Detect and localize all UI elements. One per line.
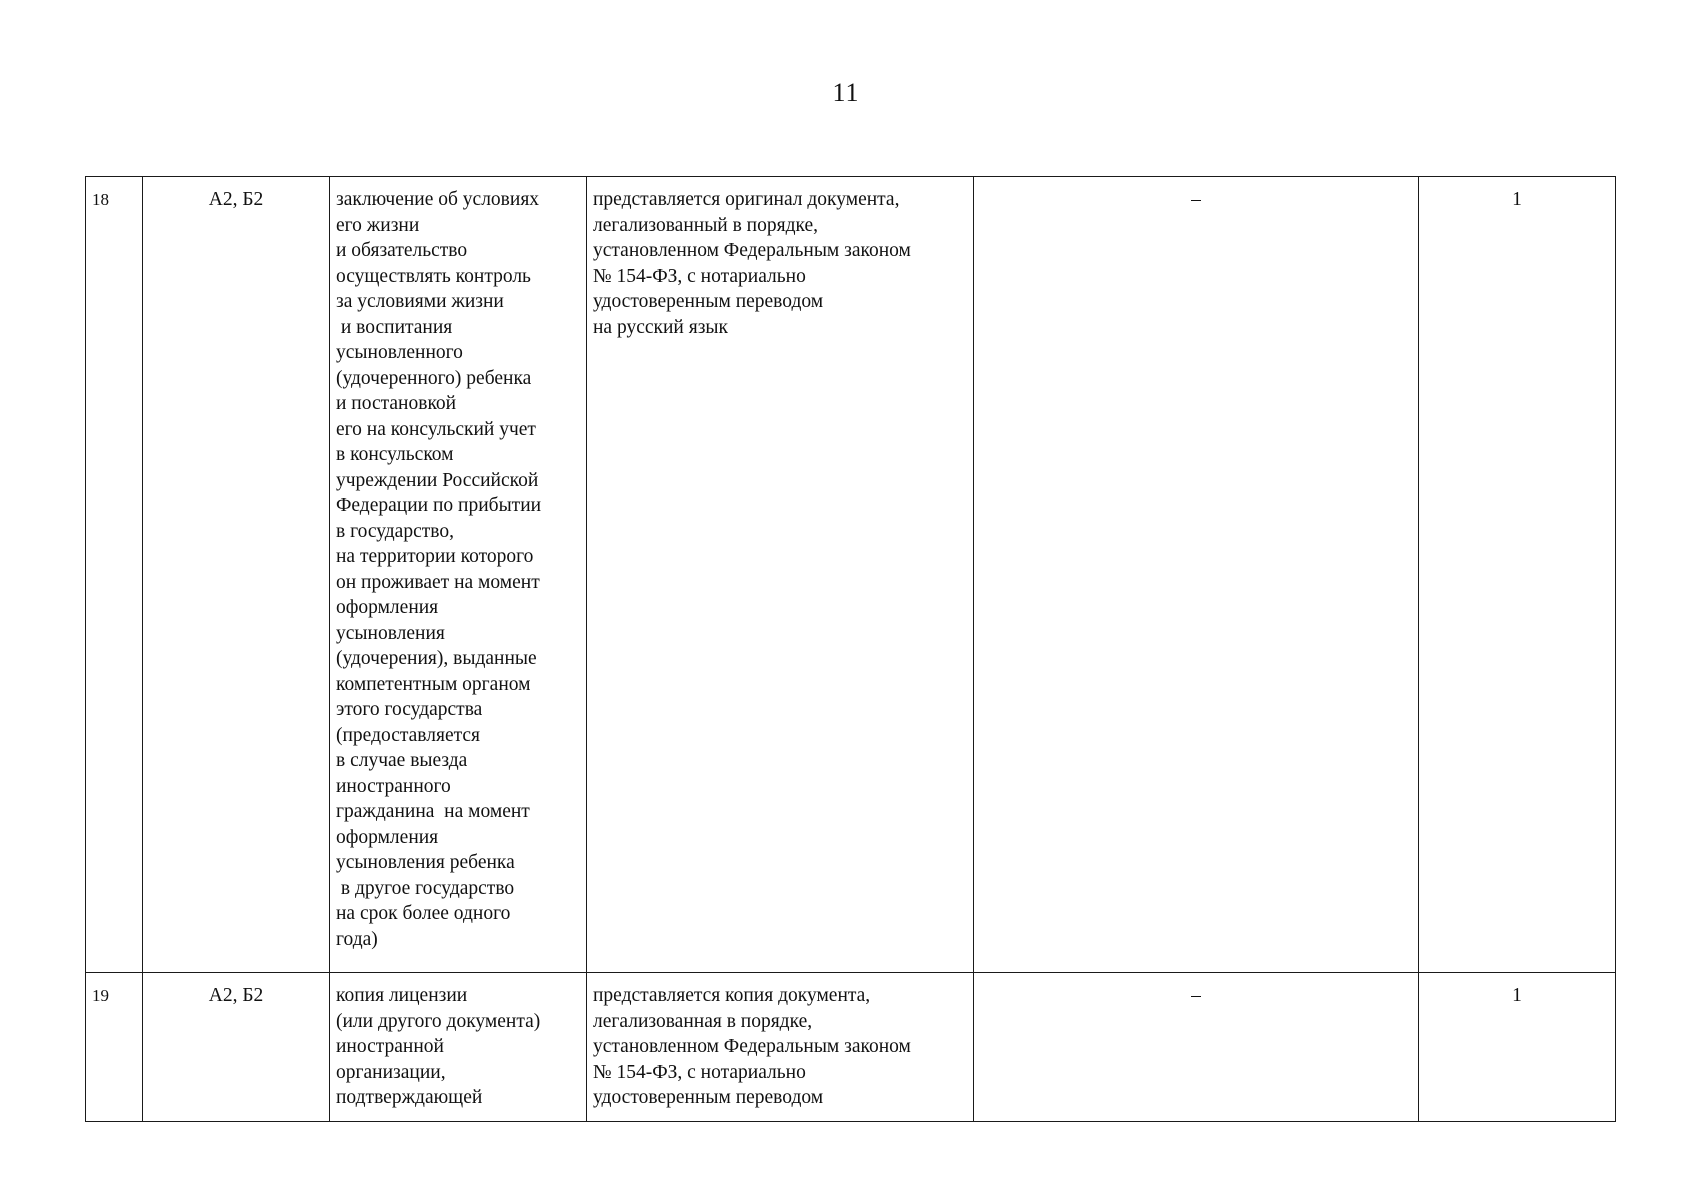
row-number-cell: 19 [86,973,143,1122]
cell-text-line: года) [336,928,378,950]
row-number-cell: 18 [86,177,143,973]
cell-text-line: удостоверенным переводом [593,291,824,312]
cell-text-line: на русский язык [593,316,728,338]
cell-text-line: иностранной [336,1036,444,1057]
cell-text-line: гражданина на момент [336,801,530,822]
cell-text-line: учреждении Российской [336,469,539,491]
cell-text-line: этого государства [336,699,483,720]
cell-text-line: на территории которого [336,546,534,567]
cell-text-line: (предоставляется [336,724,480,746]
cell-text-line: осуществлять контроль [336,265,531,287]
cell-text-line: (или другого документа) [336,1010,541,1032]
document-name-cell [330,177,587,973]
cell-text-line: организации, [336,1061,446,1083]
document-name-cell [330,973,587,1122]
cell-text-line: подтверждающей [336,1087,483,1108]
page-number: 11 [832,78,860,107]
cell-text-line: и воспитания [336,316,453,338]
cell-text-line: и обязательство [336,240,468,261]
cell-text-line: его жизни [336,214,420,236]
cell-text-line: легализованная в порядке, [593,1010,813,1032]
cell-text-line: в другое государство [336,877,515,899]
cell-text-line: его на консульский учет [336,418,536,440]
category-cell: А2, Б2 [143,177,330,973]
cell-text-line: иностранного [336,775,451,797]
cell-text-line: компетентным органом [336,673,531,695]
cell-text-line: в консульском [336,444,454,465]
category-cell: А2, Б2 [143,973,330,1122]
cell-text-line: заключение об условиях [336,189,540,210]
cell-text-line: представляется оригинал документа, [593,189,900,210]
cell-text-line: легализованный в порядке, [593,214,819,236]
cell-text-line: (удочерения), выданные [336,648,537,669]
cell-text-line: Федерации по прибытии [336,495,542,516]
cell-text-line: представляется копия документа, [593,985,871,1006]
dash-cell: – [974,973,1419,1122]
cell-text-line: оформления [336,597,439,618]
table-row [86,177,1616,973]
requirement-cell [587,177,974,973]
cell-text-line: удостоверенным переводом [593,1087,824,1108]
cell-text-line: и постановкой [336,393,457,414]
cell-text-line: усыновления ребенка [336,852,515,873]
documents-table [85,176,1616,1122]
quantity-cell: 1 [1419,177,1616,973]
dash-cell: – [974,177,1419,973]
quantity-cell: 1 [1419,973,1616,1122]
cell-text-line: в случае выезда [336,750,468,771]
table-row [86,973,1616,1122]
cell-text-line: в государство, [336,520,454,542]
cell-text-line: (удочеренного) ребенка [336,367,532,389]
cell-text-line: установленном Федеральным законом [593,240,911,261]
cell-text-line: копия лицензии [336,985,468,1006]
cell-text-line: он проживает на момент [336,571,540,593]
cell-text-line: усыновленного [336,342,463,363]
cell-text-line: установленном Федеральным законом [593,1036,911,1057]
cell-text-line: за условиями жизни [336,291,504,312]
cell-text-line: усыновления [336,622,445,644]
requirement-cell [587,973,974,1122]
cell-text-line: № 154-ФЗ, с нотариально [593,1061,806,1083]
cell-text-line: № 154-ФЗ, с нотариально [593,265,806,287]
cell-text-line: на срок более одного [336,903,511,924]
cell-text-line: оформления [336,826,439,848]
